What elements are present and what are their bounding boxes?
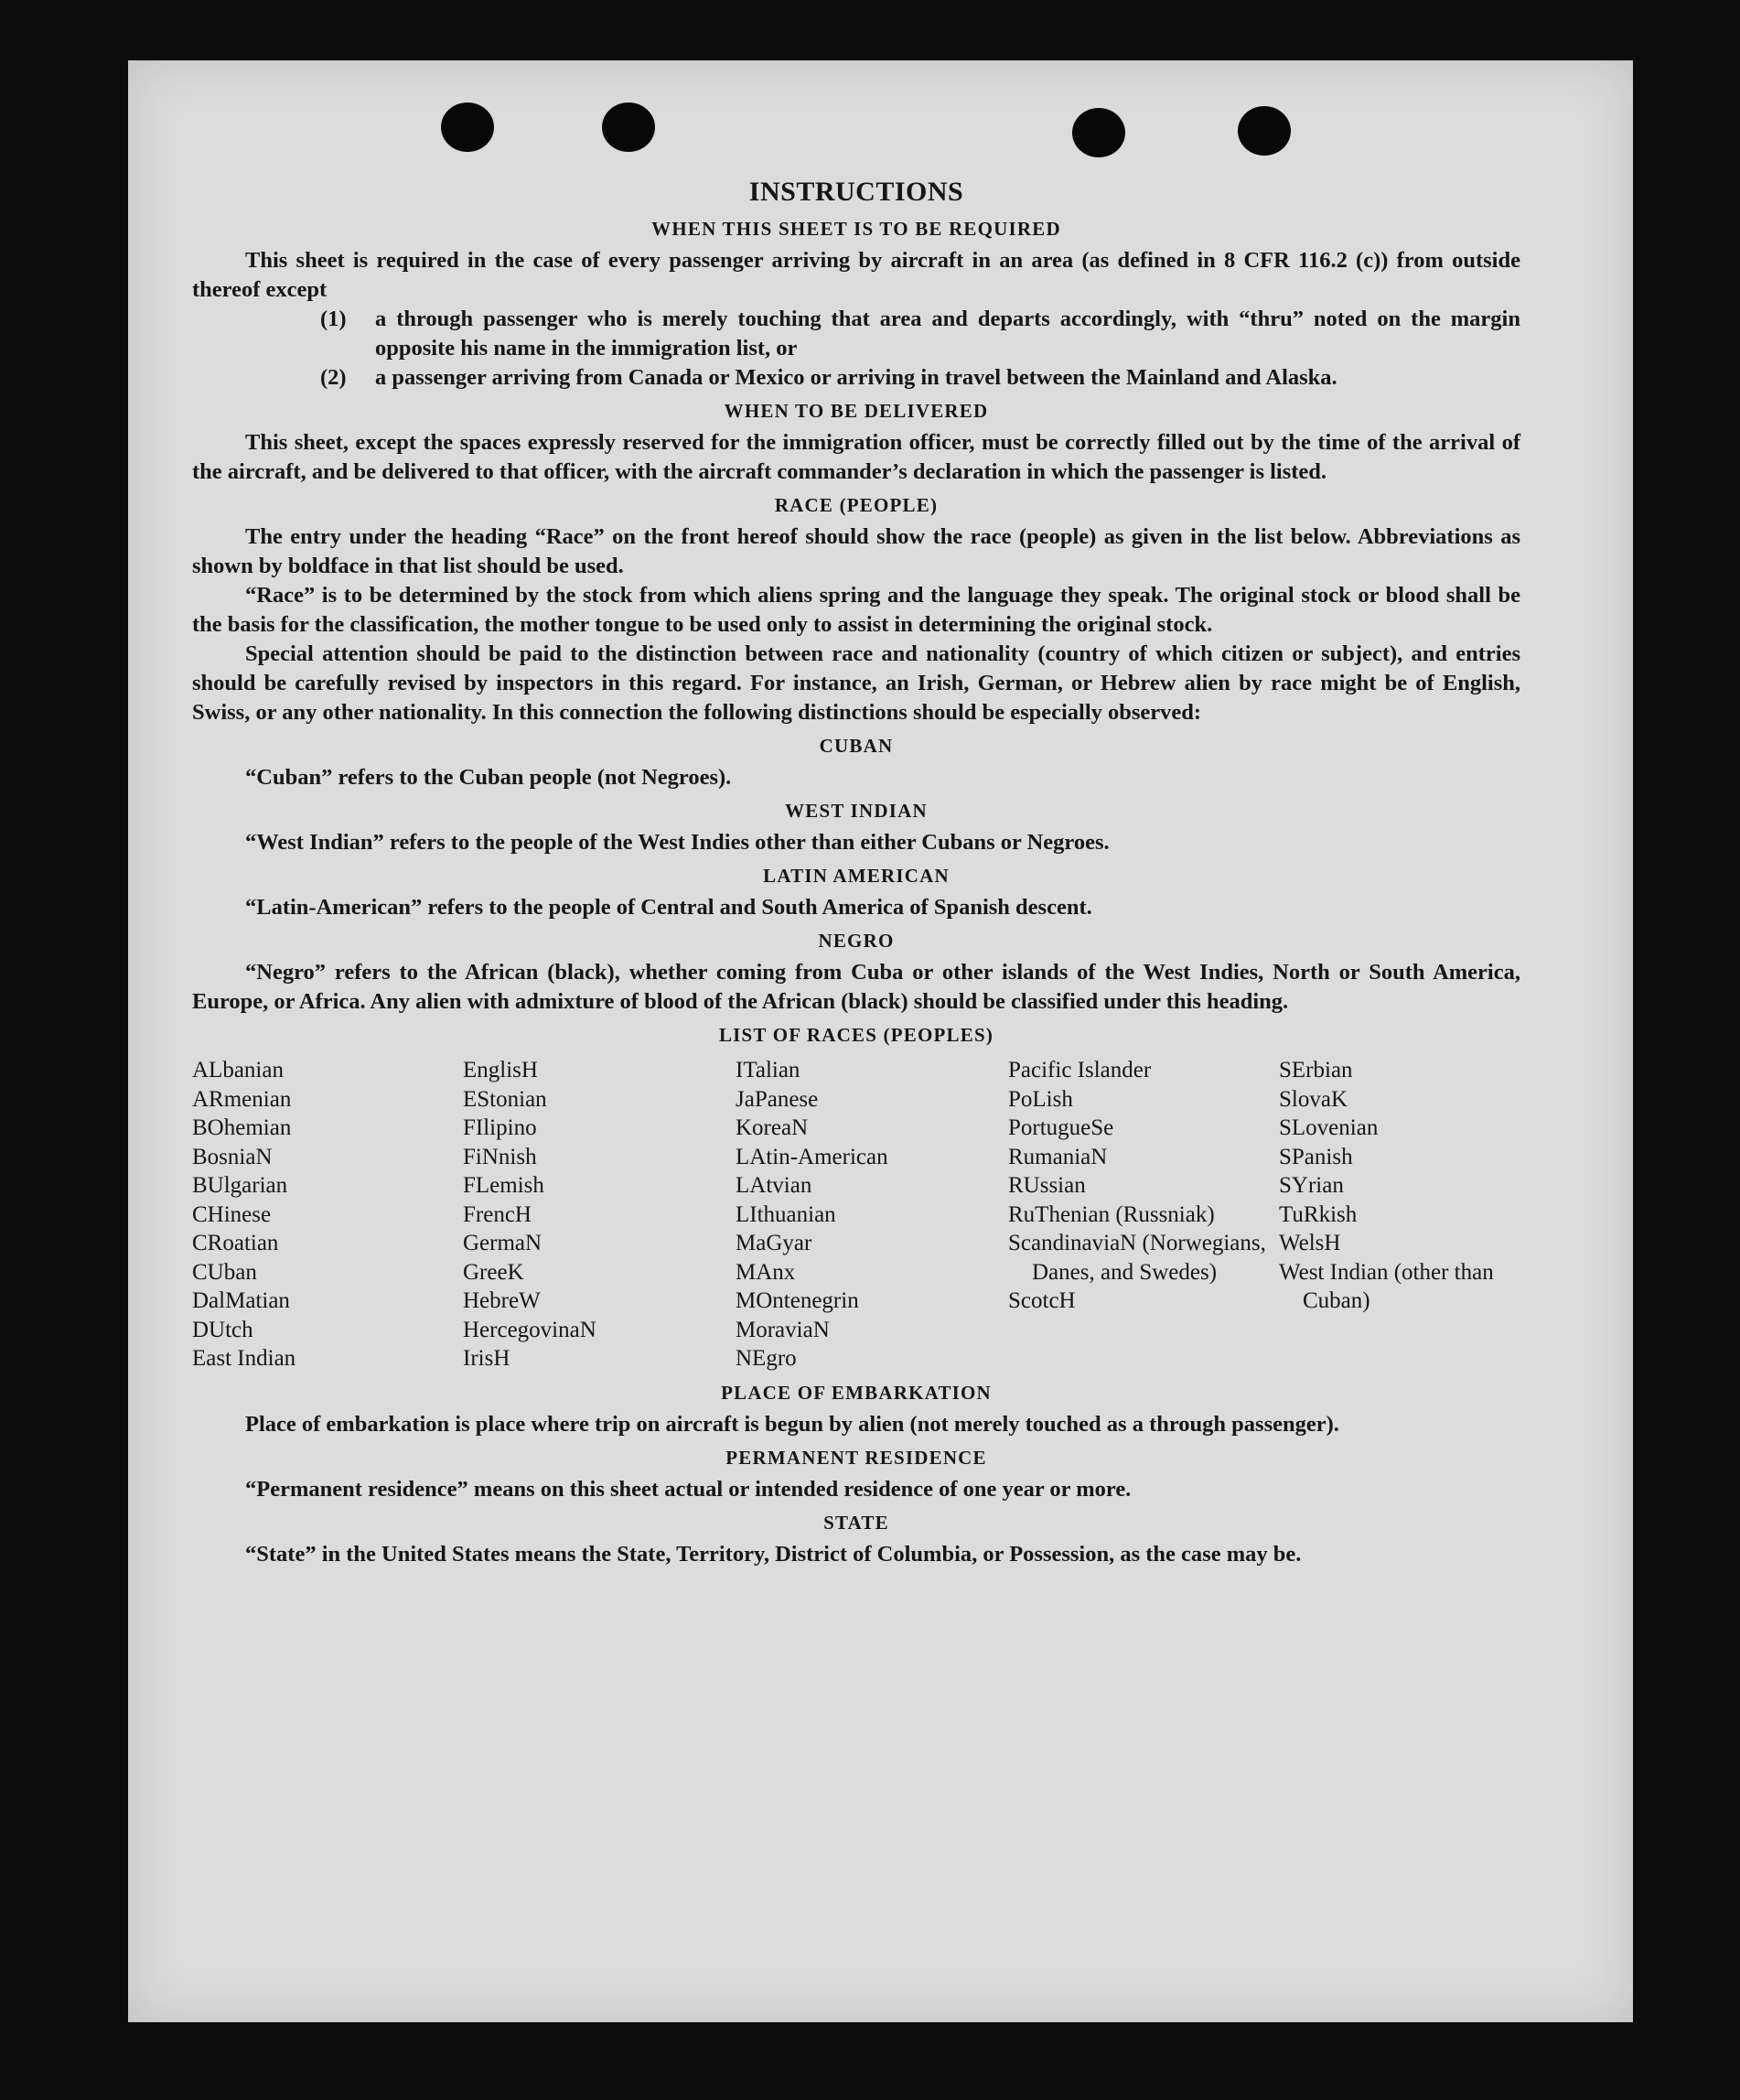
race-entry: ARmenian [192, 1086, 292, 1112]
race-entry: LAtvian [736, 1173, 812, 1198]
section-heading: STATE [823, 1511, 889, 1534]
race-entry: West Indian (other than Cuban) [1279, 1259, 1494, 1313]
race-entry: FIlipino [463, 1115, 537, 1140]
race-entry: KoreaN [736, 1115, 809, 1140]
section-text: “West Indian” refers to the people of the West Indies other than either Cubans or Negroes. [245, 830, 1110, 855]
race-entry: BosniaN [192, 1144, 273, 1169]
race-entry: HercegovinaN [463, 1317, 596, 1342]
punch-hole [1072, 108, 1125, 157]
race-entry: ITalian [736, 1058, 800, 1082]
race-column [463, 1056, 736, 1373]
section-text: “Race” is to be determined by the stock from which aliens spring and the language they speak. The original stock or blood shall be the basis for the classification, the mother tongue to be used only to assist in determining the original stock. [192, 583, 1520, 637]
document-content [192, 174, 1520, 1569]
race-entry: SYrian [1279, 1173, 1344, 1198]
race-entry: RuThenian (Russniak) [1008, 1201, 1215, 1227]
race-entry: TuRkish [1279, 1201, 1358, 1227]
section-text: “Permanent residence” means on this sheet actual or intended residence of one year or more. [245, 1476, 1132, 1502]
race-entry: IrisH [463, 1346, 510, 1371]
document-sheet [128, 60, 1633, 2022]
punch-hole [441, 102, 494, 152]
race-entry: GermaN [463, 1231, 542, 1255]
item-number: (2) [320, 365, 347, 390]
race-entry: BUlgarian [192, 1173, 288, 1198]
race-entry: FLemish [463, 1173, 544, 1198]
section-heading: LIST OF RACES (PEOPLES) [718, 1024, 994, 1046]
punch-hole [602, 102, 655, 152]
item-number: (1) [320, 307, 347, 331]
section-text: Place of embarkation is place where trip on aircraft is begun by alien (not merely touched as a through passenger). [245, 1411, 1339, 1437]
race-entry: CRoatian [192, 1231, 279, 1255]
item-text: a through passenger who is merely touching that area and departs accordingly, with “thru” noted on the margin opposite his name in the immigration list, or [375, 307, 1520, 361]
exception-item [320, 305, 1520, 363]
race-entry: FrencH [463, 1201, 532, 1227]
race-entry: GreeK [463, 1259, 524, 1285]
item-text: a passenger arriving from Canada or Mexico or arriving in travel between the Mainland and Alaska. [375, 365, 1337, 390]
section-text: This sheet, except the spaces expressly reserved for the immigration officer, must be correctly filled out by the time of the arrival of the aircraft, and be delivered to that officer, with the aircraft commander’s declaration in which the passenger is listed. [192, 430, 1520, 484]
race-entry: LAtin-American [736, 1144, 888, 1169]
exception-item [320, 363, 1520, 393]
race-entry: BOhemian [192, 1115, 292, 1140]
race-entry: EnglisH [463, 1058, 538, 1082]
race-entry: Pacific Islander [1008, 1058, 1152, 1082]
race-entry: PortugueSe [1008, 1115, 1114, 1140]
race-column [192, 1056, 463, 1373]
section-heading: CUBAN [819, 735, 894, 757]
race-entry: PoLish [1008, 1086, 1073, 1112]
race-entry: NEgro [736, 1346, 797, 1371]
race-entry: MAnx [736, 1259, 796, 1285]
race-entry: DUtch [192, 1317, 253, 1342]
race-entry: MoraviaN [736, 1317, 830, 1342]
race-entry: WelsH [1279, 1231, 1341, 1255]
section-heading: LATIN AMERICAN [763, 865, 950, 887]
race-entry: ALbanian [192, 1058, 284, 1082]
section-text: This sheet is required in the case of every passenger arriving by aircraft in an area (as defined in 8 CFR 116.2 (c)) from outside thereof except [192, 248, 1520, 302]
race-entry: ScandinaviaN (Norwegians, Danes, and Swedes) [1008, 1231, 1266, 1285]
race-entry: MOntenegrin [736, 1288, 859, 1313]
race-entry: JaPanese [736, 1086, 819, 1112]
race-entry: ScotcH [1008, 1288, 1076, 1313]
section-text: Special attention should be paid to the distinction between race and nationality (country of which citizen or subject), and entries should be carefully revised by inspectors in this regard. For instance, an Irish, German, or Hebrew alien by race might be of English, Swiss, or any other nationality. In this connection the following distinctions should be especially observed: [192, 641, 1520, 725]
section-heading: WHEN THIS SHEET IS TO BE REQUIRED [651, 218, 1061, 240]
race-entry: FiNnish [463, 1144, 537, 1169]
race-entry: SPanish [1279, 1144, 1353, 1169]
race-entry: CHinese [192, 1201, 272, 1227]
section-heading: PLACE OF EMBARKATION [721, 1381, 992, 1404]
race-entry: HebreW [463, 1288, 541, 1313]
race-entry: EStonian [463, 1086, 547, 1112]
punch-hole [1238, 106, 1291, 156]
race-entry: RumaniaN [1008, 1144, 1108, 1169]
race-column [1279, 1056, 1520, 1373]
section-heading: PERMANENT RESIDENCE [725, 1446, 987, 1469]
race-entry: RUssian [1008, 1173, 1086, 1198]
race-list [192, 1056, 1520, 1373]
section-heading: NEGRO [818, 930, 895, 952]
race-entry: CUban [192, 1259, 257, 1285]
section-heading: WHEN TO BE DELIVERED [724, 400, 989, 422]
race-column [736, 1056, 1008, 1373]
section-text: The entry under the heading “Race” on the front hereof should show the race (people) as given in the list below. Abbreviations as shown by boldface in that list should be used. [192, 524, 1520, 578]
section-text: “Latin-American” refers to the people of Central and South America of Spanish descent. [245, 895, 1092, 920]
race-entry: SLovenian [1279, 1115, 1379, 1140]
race-entry: SErbian [1279, 1058, 1353, 1082]
race-entry: DalMatian [192, 1288, 290, 1313]
section-text: “Cuban” refers to the Cuban people (not Negroes). [245, 765, 732, 790]
race-entry: SlovaK [1279, 1086, 1348, 1112]
race-column [1008, 1056, 1279, 1373]
section-heading: RACE (PEOPLE) [774, 494, 939, 516]
race-entry: LIthuanian [736, 1201, 836, 1227]
section-text: “Negro” refers to the African (black), whether coming from Cuba or other islands of the West Indies, North or South America, Europe, or Africa. Any alien with admixture of blood of the African (black) should be classified under this heading. [192, 960, 1520, 1014]
race-entry: MaGyar [736, 1231, 812, 1255]
section-text: “State” in the United States means the State, Territory, District of Columbia, or Possession, as the case may be. [245, 1541, 1302, 1567]
section-heading: WEST INDIAN [785, 800, 928, 822]
document-title: INSTRUCTIONS [748, 177, 964, 207]
race-entry: East Indian [192, 1346, 296, 1371]
